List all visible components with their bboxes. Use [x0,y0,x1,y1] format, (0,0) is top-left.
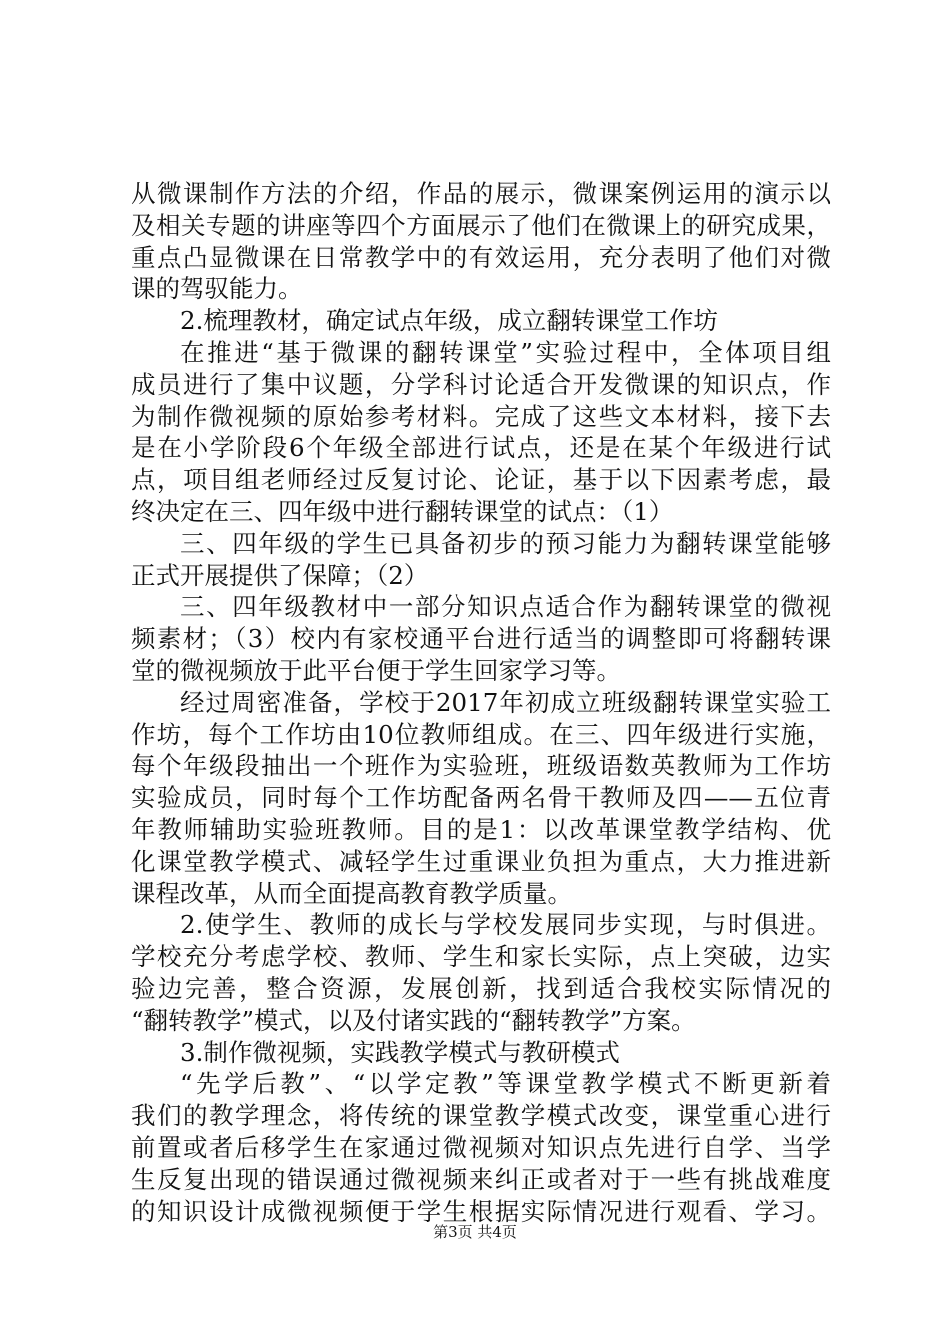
text-line: 2.使学生、教师的成长与学校发展同步实现，与时俱进。 [180,910,831,940]
text-line: 实验成员，同时每个工作坊配备两名骨干教师及四——五位青 [131,783,831,813]
text-line: 正式开展提供了保障；（2） [131,560,429,590]
text-line: 从微课制作方法的介绍，作品的展示，微课案例运用的演示以 [131,179,831,208]
text-line: 重点凸显微课在日常教学中的有效运用，充分表明了他们对微 [131,242,831,272]
text-line: 为制作微视频的原始参考材料。完成了这些文本材料，接下去 [131,401,831,431]
text-line: 生反复出现的错误通过微视频来纠正或者对于一些有挑战难度 [131,1164,831,1194]
text-line: 三、四年级教材中一部分知识点适合作为翻转课堂的微视 [180,592,831,622]
text-line: 3.制作微视频，实践教学模式与教研模式 [180,1037,620,1067]
text-line: 经过周密准备，学校于2017年初成立班级翻转课堂实验工 [180,687,831,717]
text-line: 化课堂教学模式、减轻学生过重课业负担为重点，大力推进新 [131,846,831,876]
text-line: 每个年级段抽出一个班作为实验班，班级语数英教师为工作坊 [131,751,831,781]
page-footer: 第3页 共4页 [433,1223,517,1241]
text-line: 堂的微视频放于此平台便于学生回家学习等。 [131,655,621,685]
text-line: 作坊，每个工作坊由10位教师组成。在三、四年级进行实施， [131,719,831,749]
text-line: 验边完善，整合资源，发展创新，找到适合我校实际情况的 [131,973,831,1003]
text-line: 2.梳理教材，确定试点年级，成立翻转课堂工作坊 [180,306,718,336]
text-line: 成员进行了集中议题，分学科讨论适合开发微课的知识点，作 [131,369,831,399]
text-line: 终决定在三、四年级中进行翻转课堂的试点：（1） [131,496,674,526]
text-line: 前置或者后移学生在家通过微视频对知识点先进行自学、当学 [131,1132,831,1162]
text-line: “先学后教”、“以学定教”等课堂教学模式不断更新着 [180,1069,831,1099]
text-line: 年教师辅助实验班教师。目的是1：以改革课堂教学结构、优 [131,814,831,844]
text-line: “翻转教学”模式，以及付诸实践的“翻转教学”方案。 [131,1005,696,1035]
text-line: 三、四年级的学生已具备初步的预习能力为翻转课堂能够 [180,528,831,558]
text-line: 的知识设计成微视频便于学生根据实际情况进行观看、学习。 [131,1196,831,1226]
text-line: 频素材；（3）校内有家校通平台进行适当的调整即可将翻转课 [131,624,831,654]
text-line: 课程改革，从而全面提高教育教学质量。 [131,878,572,908]
text-line: 点，项目组老师经过反复讨论、论证，基于以下因素考虑，最 [131,465,831,495]
text-line: 课的驾驭能力。 [131,274,303,304]
text-line: 学校充分考虑学校、教师、学生和家长实际，点上突破，边实 [131,942,831,972]
text-line: 是在小学阶段6个年级全部进行试点，还是在某个年级进行试 [131,433,831,463]
document-body [131,178,831,1227]
text-line: 及相关专题的讲座等四个方面展示了他们在微课上的研究成果， [131,210,831,240]
text-line: 我们的教学理念，将传统的课堂教学模式改变，课堂重心进行 [131,1101,831,1131]
text-line: 在推进“基于微课的翻转课堂”实验过程中，全体项目组 [180,337,831,367]
